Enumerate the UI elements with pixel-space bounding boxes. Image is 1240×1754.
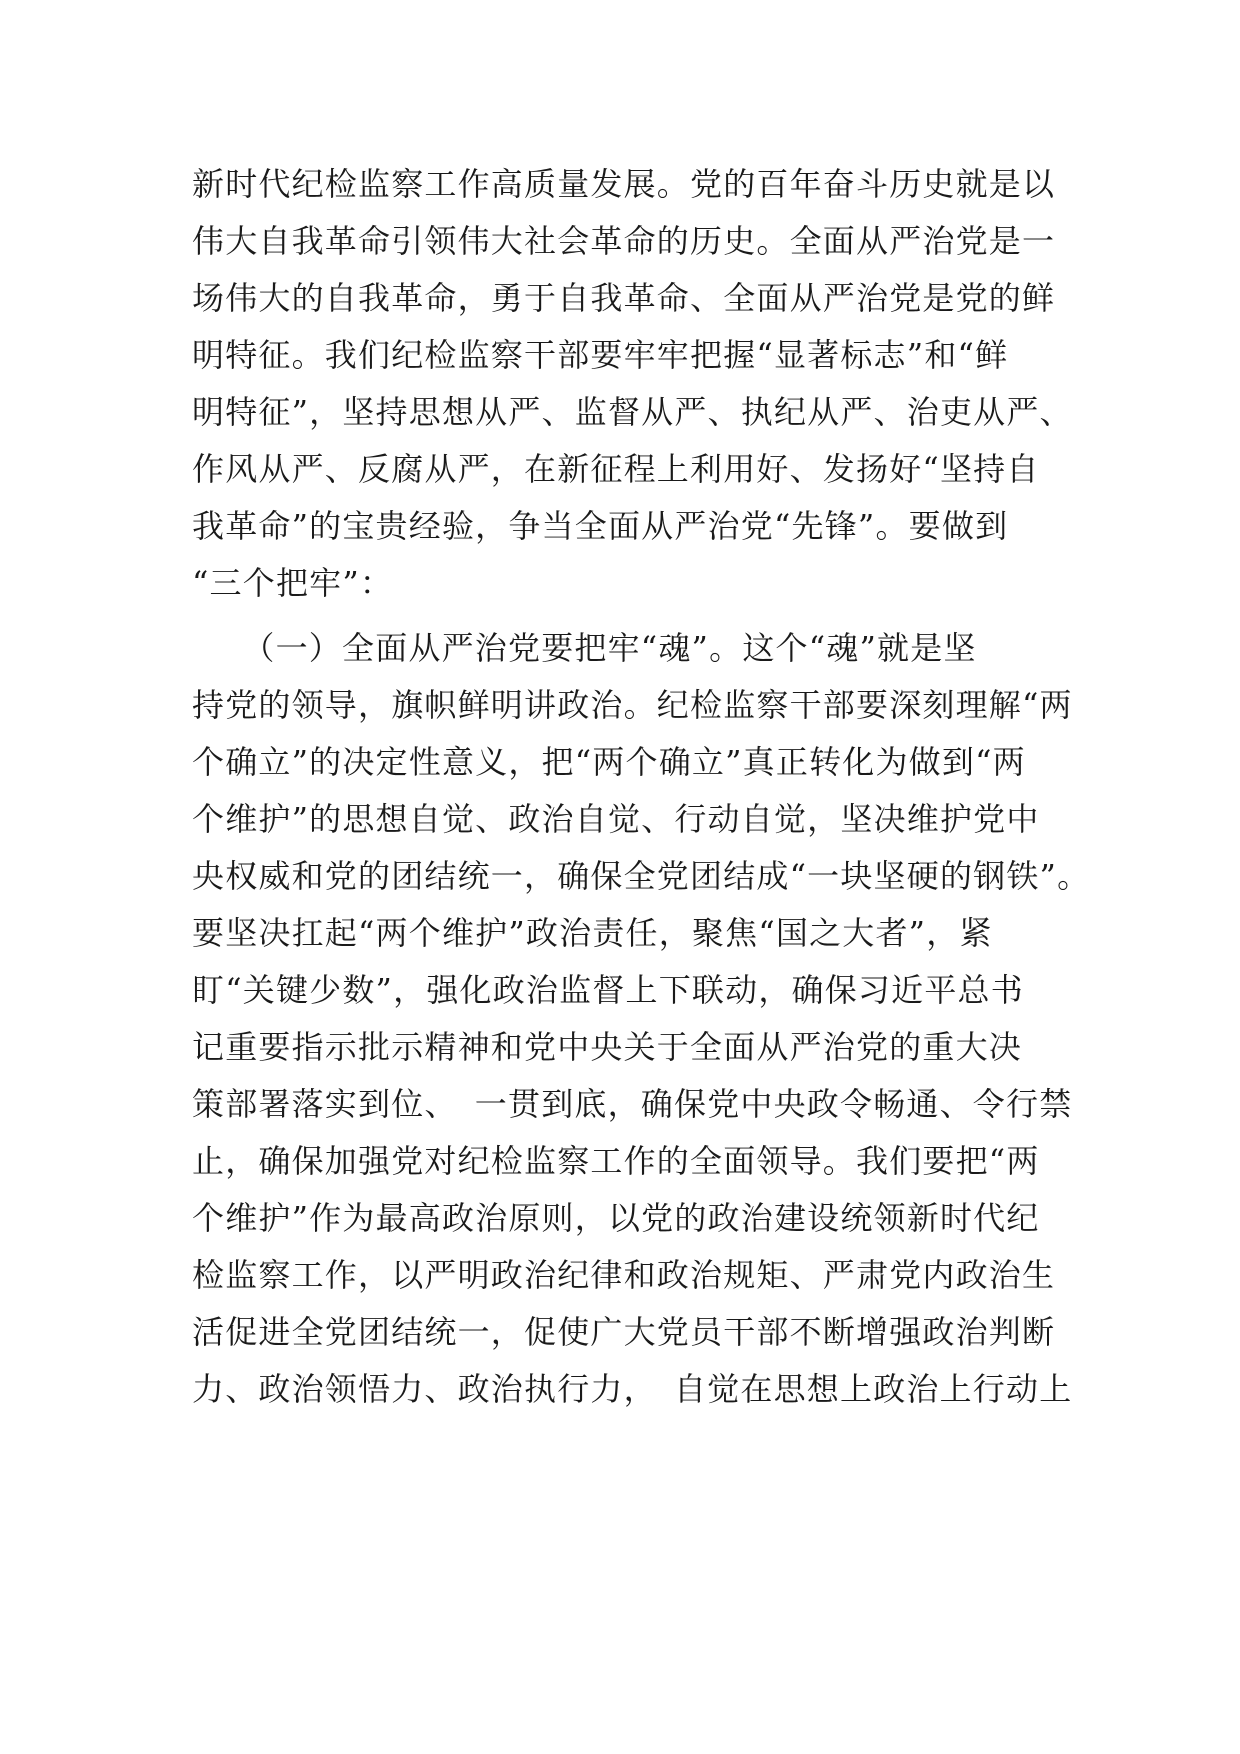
paragraph-line: 要坚决扛起“两个维护”政治责任，聚焦“国之大者”，紧: [192, 914, 993, 952]
paragraph-line: 个维护”的思想自觉、政治自觉、行动自觉，坚决维护党中: [192, 800, 1040, 838]
paragraph-2: [192, 620, 1091, 1418]
paragraph-line: 检监察工作，以严明政治纪律和政治规矩、严肃党内政治生: [192, 1256, 1056, 1294]
paragraph-line: 记重要指示批示精神和党中央关于全面从严治党的重大决: [192, 1028, 1023, 1066]
paragraph-1: [192, 156, 1072, 612]
paragraph-line: （一）全面从严治党要把牢“魂”。这个“魂”就是坚: [192, 629, 977, 667]
paragraph-line: 个维护”作为最高政治原则，以党的政治建设统领新时代纪: [192, 1199, 1040, 1237]
paragraph-line: 作风从严、反腐从严，在新征程上利用好、发扬好“坚持自: [192, 450, 1040, 488]
paragraph-line: 策部署落实到位、 一贯到底，确保党中央政令畅通、令行禁: [192, 1085, 1073, 1123]
paragraph-line: 活促进全党团结统一，促使广大党员干部不断增强政治判断: [192, 1313, 1056, 1351]
paragraph-line: 央权威和党的团结统一，确保全党团结成“一块坚硬的钢铁”。: [192, 857, 1091, 895]
paragraph-line: 止，确保加强党对纪检监察工作的全面领导。我们要把“两: [192, 1142, 1040, 1180]
paragraph-line: 明特征。我们纪检监察干部要牢牢把握“显著标志”和“鲜: [192, 336, 1009, 374]
paragraph-line: 个确立”的决定性意义，把“两个确立”真正转化为做到“两: [192, 743, 1026, 781]
paragraph-line: 新时代纪检监察工作高质量发展。党的百年奋斗历史就是以: [192, 165, 1056, 203]
paragraph-line: “三个把牢”：: [192, 564, 394, 602]
paragraph-line: 明特征”，坚持思想从严、监督从严、执纪从严、治吏从严、: [192, 393, 1073, 431]
paragraph-line: 持党的领导，旗帜鲜明讲政治。纪检监察干部要深刻理解“两: [192, 686, 1073, 724]
paragraph-line: 盯“关键少数”，强化政治监督上下联动，确保习近平总书: [192, 971, 1024, 1009]
paragraph-line: 我革命”的宝贵经验，争当全面从严治党“先锋”。要做到: [192, 507, 1009, 545]
paragraph-line: 伟大自我革命引领伟大社会革命的历史。全面从严治党是一: [192, 222, 1056, 260]
paragraph-line: 力、政治领悟力、政治执行力， 自觉在思想上政治上行动上: [192, 1370, 1073, 1408]
paragraph-line: 场伟大的自我革命，勇于自我革命、全面从严治党是党的鲜: [192, 279, 1056, 317]
